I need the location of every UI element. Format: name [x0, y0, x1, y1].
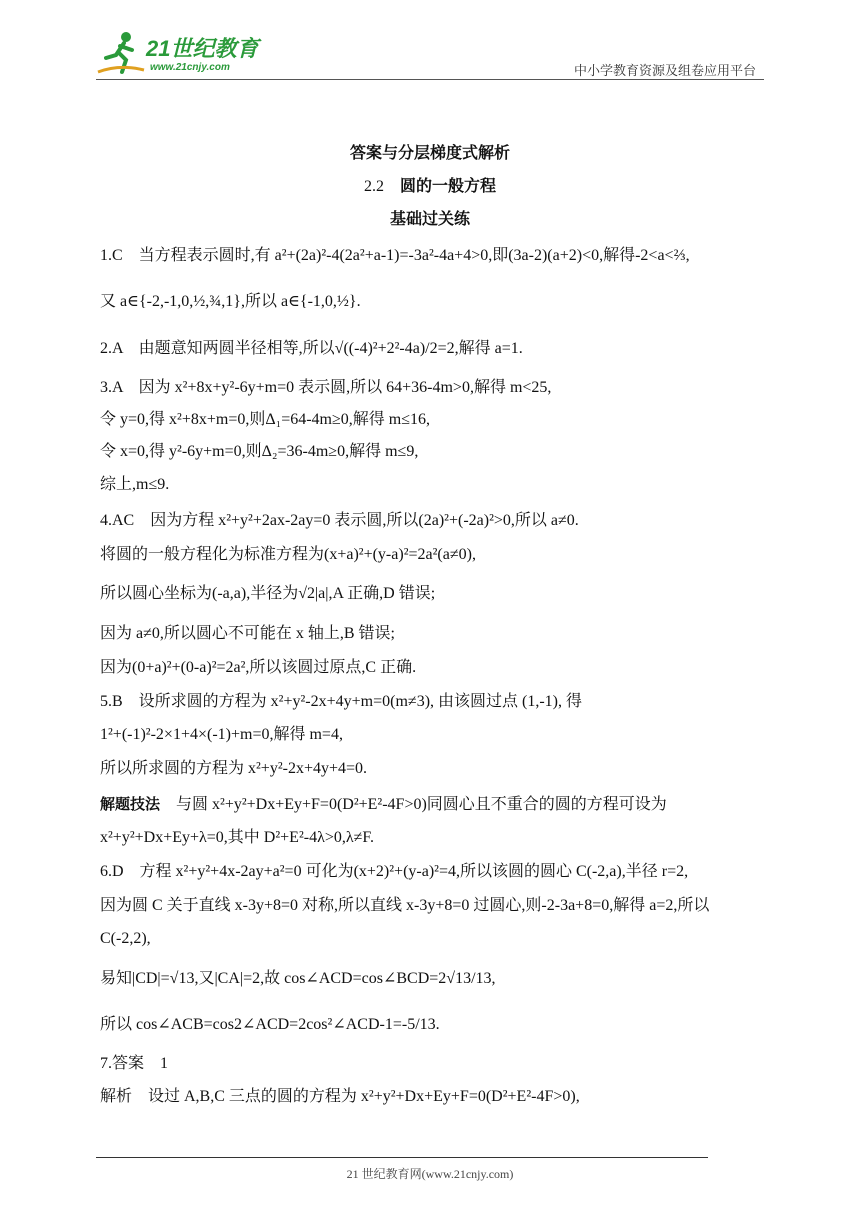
answer-line: 因为(0+a)²+(0-a)²=2a²,所以该圆过原点,C 正确.	[100, 659, 417, 676]
section-name: 圆的一般方程	[399, 176, 496, 195]
answer-line: 易知|CD|=√13,又|CA|=2,故 cos∠ACD=cos∠BCD=2√13/13,	[100, 970, 496, 987]
subsection-title: 基础过关练	[389, 209, 470, 228]
answer-line: 3.A 因为 x²+8x+y²-6y+m=0 表示圆,所以 64+36-4m>0,解得 m<25,	[100, 379, 552, 396]
answer-line: 所以圆心坐标为(-a,a),半径为√2|a|,A 正确,D 错误;	[100, 585, 436, 602]
platform-name: 中小学教育资源及组卷应用平台	[573, 64, 756, 79]
answer-line: 将圆的一般方程化为标准方程为(x+a)²+(y-a)²=2a²(a≠0),	[100, 546, 476, 563]
running-figure-icon	[96, 28, 148, 78]
section-title	[0, 173, 860, 196]
logo-wordmark: 21世纪教育	[146, 36, 259, 61]
answer-line: x²+y²+Dx+Ey+λ=0,其中 D²+E²-4λ>0,λ≠F.	[100, 829, 375, 846]
answer-line: 令 x=0,得 y²-6y+m=0,则Δ₂=36-4m≥0,解得 m≤9,	[100, 443, 419, 460]
answer-line: 2.A 由题意知两圆半径相等,所以√((-4)²+2²-4a)/2=2,解得 a=1.	[100, 340, 523, 357]
answer-line: 因为圆 C 关于直线 x-3y+8=0 对称,所以直线 x-3y+8=0 过圆心,则-2-3a+8=0,解得 a=2,所以	[100, 897, 710, 914]
answer-line: 1.C 当方程表示圆时,有 a²+(2a)²-4(2a²+a-1)=-3a²-4a+4>0,即(3a-2)(a+2)<0,解得-2<a<⅔,	[100, 247, 690, 264]
tip-line	[100, 793, 762, 816]
answer-line: C(-2,2),	[100, 930, 151, 947]
answer-line: 因为 a≠0,所以圆心不可能在 x 轴上,B 错误;	[100, 625, 396, 642]
page-header	[96, 28, 764, 80]
answer-line: 4.AC 因为方程 x²+y²+2ax-2ay=0 表示圆,所以(2a)²+(-2a)²>0,所以 a≠0.	[100, 512, 579, 529]
section-number: 2.2	[363, 178, 384, 195]
answer-line: 综上,m≤9.	[100, 476, 170, 493]
answer-line: 6.D 方程 x²+y²+4x-2ay+a²=0 可化为(x+2)²+(y-a)²=4,所以该圆的圆心 C(-2,a),半径 r=2,	[100, 863, 689, 880]
answer-line: 所以所求圆的方程为 x²+y²-2x+4y+4=0.	[100, 760, 368, 777]
page-footer: 21 世纪教育网(www.21cnjy.com)	[346, 1167, 514, 1181]
logo-url: www.21cnjy.com	[150, 62, 230, 73]
answer-line: 5.B 设所求圆的方程为 x²+y²-2x+4y+m=0(m≠3), 由该圆过点 (1,-1), 得	[100, 693, 583, 710]
answer-line: 令 y=0,得 x²+8x+m=0,则Δ₁=64-4m≥0,解得 m≤16,	[100, 411, 431, 428]
site-logo	[96, 28, 296, 78]
answer-line: 又 a∈{-2,-1,0,½,¾,1},所以 a∈{-1,0,½}.	[100, 293, 361, 310]
tip-text: 与圆 x²+y²+Dx+Ey+F=0(D²+E²-4F>0)同圆心且不重合的圆的方程可设为	[176, 796, 667, 813]
footer-divider	[96, 1157, 708, 1158]
answer-line: 解析 设过 A,B,C 三点的圆的方程为 x²+y²+Dx+Ey+F=0(D²+E²-4F>0),	[100, 1088, 580, 1105]
header-divider	[96, 79, 764, 80]
page-title: 答案与分层梯度式解析	[349, 143, 510, 162]
answer-line: 1²+(-1)²-2×1+4×(-1)+m=0,解得 m=4,	[100, 726, 343, 743]
answer-line: 7.答案 1	[100, 1055, 169, 1072]
answer-line: 所以 cos∠ACB=cos2∠ACD=2cos²∠ACD-1=-5/13.	[100, 1016, 440, 1033]
tip-label: 解题技法	[100, 795, 161, 813]
